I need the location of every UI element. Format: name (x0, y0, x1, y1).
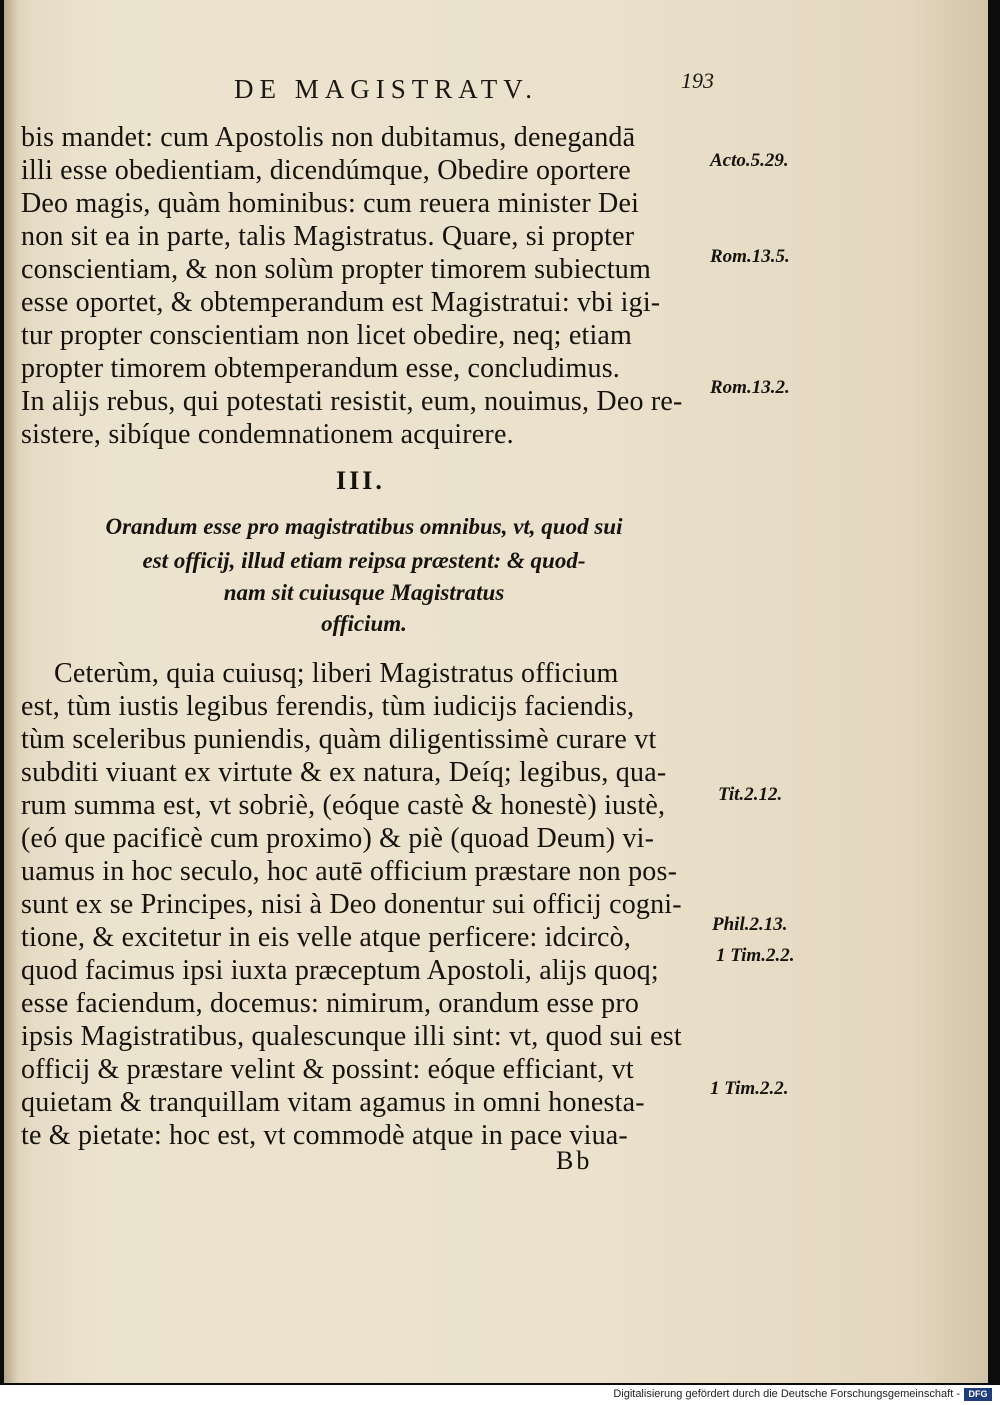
text-line: bis mandet: cum Apostolis non dubitamus, denegandā (21, 122, 636, 153)
text-line: ipsis Magistratibus, qualescunque illi sint: vt, quod sui est (21, 1021, 682, 1052)
dfg-logo-icon: DFG (964, 1388, 992, 1401)
section-title-line: est officij, illud etiam reipsa præstent: & quod- (142, 548, 586, 573)
margin-note: Phil.2.13. (712, 914, 788, 935)
text-line: Ceterùm, quia cuiusq; liberi Magistratus officium (54, 658, 619, 689)
text-line: te & pietate: hoc est, vt commodè atque in pace viua- (21, 1120, 628, 1151)
text-line: sistere, sibíque condemnationem acquirere. (21, 419, 514, 450)
margin-note: Acto.5.29. (710, 150, 789, 171)
text-line: est, tùm iustis legibus ferendis, tùm iudicijs faciendis, (21, 691, 635, 722)
margin-note: Tit.2.12. (718, 784, 783, 805)
text-line: (eó que pacificè cum proximo) & piè (quoad Deum) vi- (21, 823, 655, 854)
section-title-line: nam sit cuiusque Magistratus (223, 580, 505, 605)
text-line: non sit ea in parte, talis Magistratus. Quare, si propter (21, 221, 635, 252)
text-line: officij & præstare velint & possint: eóque efficiant, vt (21, 1054, 634, 1085)
text-line: uamus in hoc seculo, hoc autē officium præstare non pos- (21, 856, 678, 887)
text-line: illi esse obedientiam, dicendúmque, Obedire oportere (21, 155, 631, 186)
margin-note: Rom.13.5. (710, 246, 790, 267)
text-line: sunt ex se Principes, nisi à Deo donentur sui officij cogni- (21, 889, 682, 920)
text-line: esse faciendum, docemus: nimirum, orandum esse pro (21, 988, 640, 1019)
text-line: rum summa est, vt sobriè, (eóque castè & honestè) iustè, (21, 790, 666, 821)
funding-credit: Digitalisierung gefördert durch die Deutsche Forschungsgemeinschaft - (613, 1388, 960, 1400)
text-line: tùm sceleribus puniendis, quàm diligentissimè curare vt (21, 724, 657, 755)
page-header (234, 68, 714, 114)
margin-note: 1 Tim.2.2. (716, 945, 795, 966)
margin-note: 1 Tim.2.2. (710, 1078, 789, 1099)
text-line: In alijs rebus, qui potestati resistit, eum, nouimus, Deo re- (21, 386, 683, 417)
text-line: subditi viuant ex virtute & ex natura, Deíq; legibus, qua- (21, 757, 667, 788)
text-line: tione, & excitetur in eis velle atque perficere: idcircò, (21, 922, 632, 953)
section-numeral: III. (336, 466, 385, 495)
footer-bar (0, 1385, 1000, 1405)
text-line: tur propter conscientiam non licet obedire, neq; etiam (21, 320, 633, 351)
book-page (4, 0, 988, 1383)
text-line: quietam & tranquillam vitam agamus in omni honesta- (21, 1087, 645, 1118)
text-line: propter timorem obtemperandum esse, concludimus. (21, 353, 621, 384)
section-title-line: officium. (321, 611, 407, 636)
margin-note: Rom.13.2. (710, 377, 790, 398)
running-head: DE MAGISTRATV. (234, 74, 539, 104)
text-line: quod facimus ipsi iuxta præceptum Apostoli, alijs quoq; (21, 955, 659, 986)
text-line: conscientiam, & non solùm propter timorem subiectum (21, 254, 651, 285)
text-line: esse oportet, & obtemperandum est Magistratui: vbi igi- (21, 287, 661, 318)
page-number: 193 (681, 68, 714, 93)
text-line: Deo magis, quàm hominibus: cum reuera minister Dei (21, 188, 640, 219)
section-title-line: Orandum esse pro magistratibus omnibus, vt, quod sui (105, 514, 623, 539)
signature-mark: Bb (556, 1146, 593, 1175)
